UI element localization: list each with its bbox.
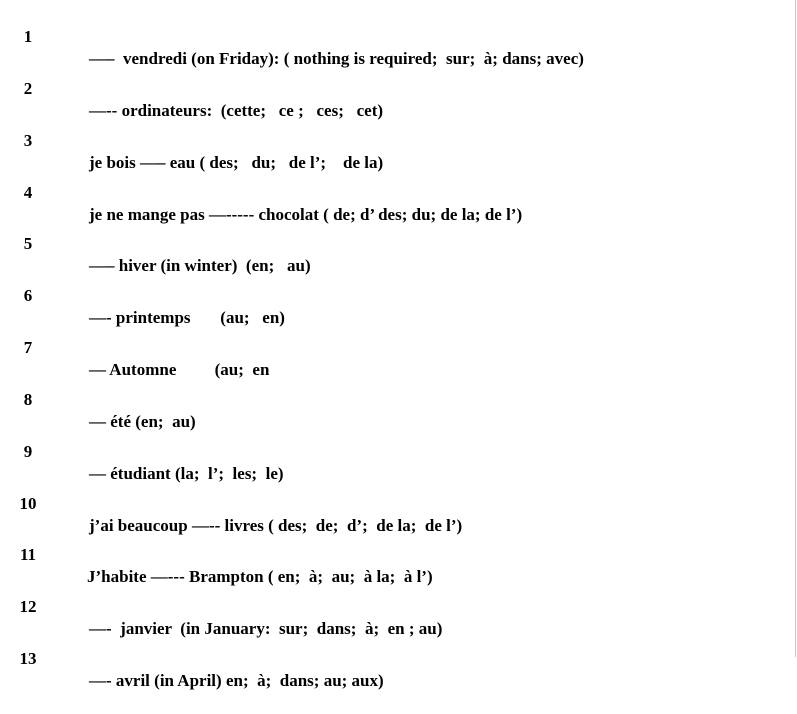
question-number: 1 — [23, 27, 33, 46]
question-number: 7 — [23, 338, 33, 357]
question-text: je bois —– eau ( des; du; de l’; de la) — [89, 153, 384, 172]
question-number: 12 — [19, 597, 37, 616]
question-text: —- printemps (au; en) — [89, 308, 285, 327]
question-number: 8 — [23, 390, 33, 409]
question-number: 9 — [23, 442, 33, 461]
question-text: — été (en; au) — [89, 412, 196, 431]
question-row — [0, 367, 196, 431]
page-border — [795, 0, 796, 657]
question-text: J’habite —--- Brampton ( en; à; au; à la; à l’) — [87, 567, 433, 586]
question-text: — étudiant (la; l’; les; le) — [89, 464, 284, 483]
question-row — [0, 211, 311, 275]
question-number: 6 — [23, 286, 33, 305]
question-text: —– vendredi (on Friday): ( nothing is required; sur; à; dans; avec) — [89, 49, 584, 68]
question-text: —– hiver (in winter) (en; au) — [89, 256, 311, 275]
question-text: j’ai beaucoup —-- livres ( des; de; d’; de la; de l’) — [89, 516, 463, 535]
question-number: 11 — [19, 545, 37, 564]
question-number: 10 — [19, 494, 37, 513]
question-number: 13 — [19, 649, 37, 668]
question-number: 4 — [23, 183, 33, 202]
question-text: je ne mange pas —----- chocolat ( de; d’ des; du; de la; de l’) — [89, 205, 523, 224]
question-row — [0, 4, 584, 68]
question-number: 2 — [23, 79, 33, 98]
question-text: —-- ordinateurs: (cette; ce ; ces; cet) — [89, 101, 384, 120]
question-number: 5 — [23, 234, 33, 253]
question-number: 3 — [23, 131, 33, 150]
question-text: —- avril (in April) en; à; dans; au; aux) — [89, 671, 384, 690]
question-text: — Automne (au; en — [89, 360, 270, 379]
question-row — [0, 56, 384, 120]
question-text: —- janvier (in January: sur; dans; à; en ; au) — [89, 619, 443, 638]
